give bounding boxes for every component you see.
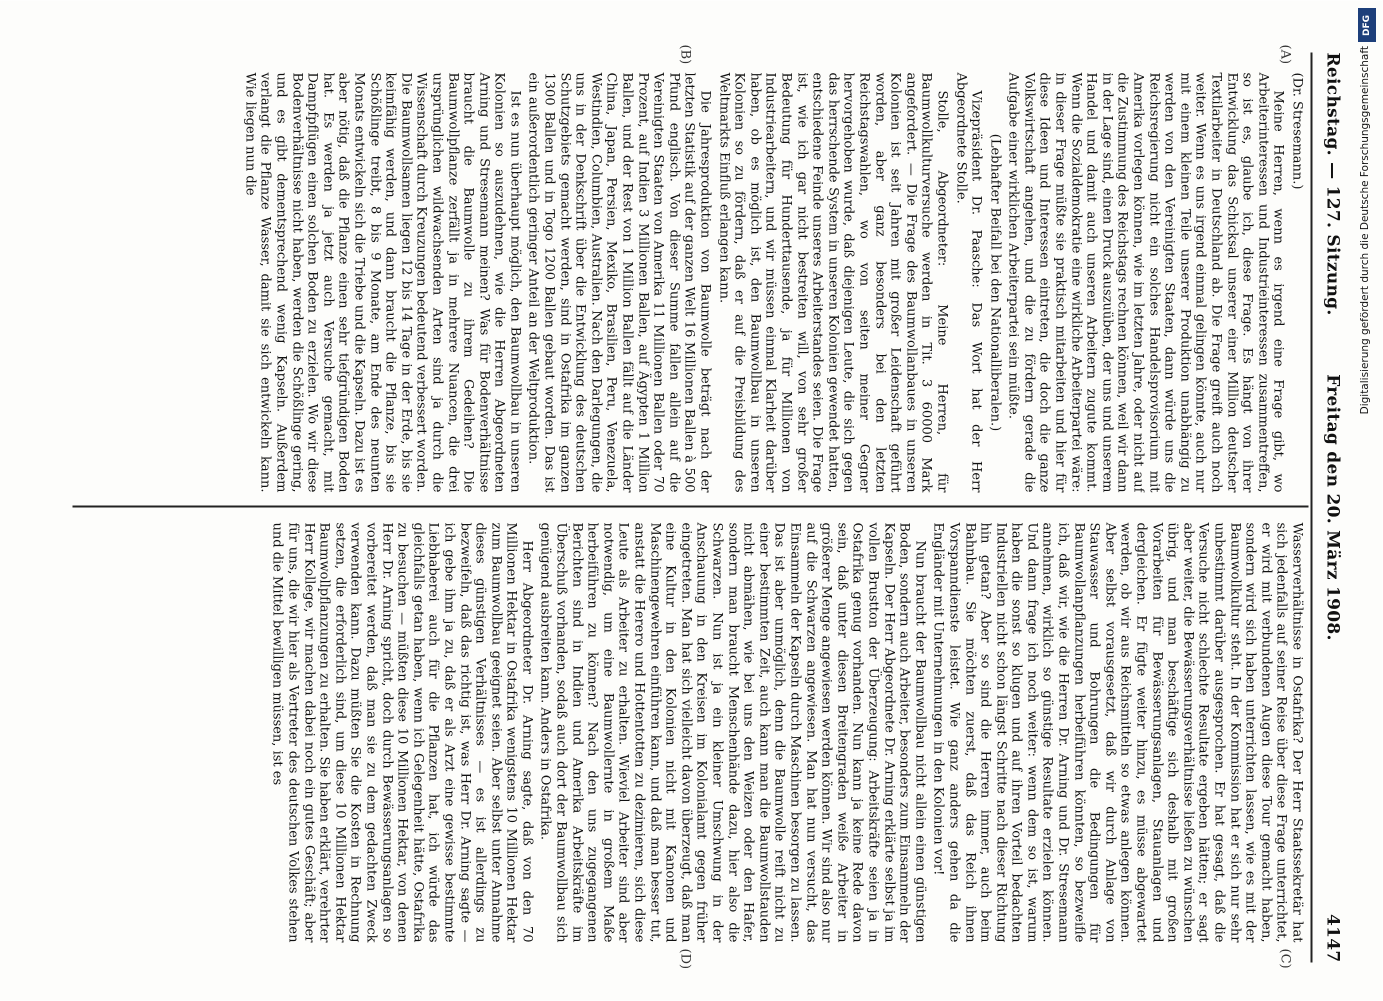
- applause-note: (Lebhafter Beifall bei den Nationalliberalen.): [987, 133, 1003, 432]
- left-column: [75, 73, 1305, 493]
- paragraph: Vizepräsident Dr. Paasche: Das Wort hat der Herr Abgeordnete Stolle.: [953, 72, 984, 493]
- paragraph: Die Jahresproduktion von Baumwolle beträgt nach der letzten Statistik auf der ganzen Welt 16 Millionen Ballen à 500 Pfund englisch. Von dieser Summe fallen allein auf die Vereinigten Staaten von Amerika 11 Millionen Ballen oder 70 Prozent, auf Indien 3 Millionen Ballen, auf Ägypten 1 Million Ballen, und der Rest von 1 Million Ballen fällt auf die Länder China, Japan, Persien, Mexiko, Brasilien, Peru, Venezuela, Westindien, Columbien, Australien. Nach den Darlegungen, die uns in der Denkschrift über die Entwicklung des deutschen Schutzgebiets gemacht werden, sind in Ostafrika im ganzen 1300 Ballen und in Togo 1200 Ballen gebaut worden. Das ist ein außerordentlich geringer Anteil an der Weltproduktion.: [526, 72, 713, 493]
- margin-mark-a: (A): [1277, 44, 1293, 65]
- dfg-logo: DFG: [1358, 8, 1376, 42]
- page-header: [1317, 53, 1343, 963]
- margin-mark-d: (D): [677, 948, 693, 970]
- margin-mark-b: (B): [677, 44, 693, 65]
- paragraph: Ist es nun überhaupt möglich, den Baumwollbau in unseren Kolonien so auszudehnen, wie die Herren Abgeordneten Arning und Stresemann meinen? Was für Bodenverhältnisse braucht die Baumwolle zu ihrem Gedeihen? Die Baumwollpflanze zerfällt ja in mehrere Nuancen, die drei ursprünglichen wildwachsenden Arten sind ja durch die Wissenschaft durch Kreuzungen bedeutend verbessert worden. Die Baumwollsamen liegen 12 bis 14 Tage in der Erde, bis sie keimfähig werden, und dann braucht die Pflanze, bis sie Schößlinge treibt, 8 bis 9 Monate, am Ende des neunten Monats entwickeln sich die Triebe und die Kapseln. Dazu ist es aber nötig, daß die Pflanze einen sehr tiefgründigen Boden hat. Es werden ja jetzt auch Versuche gemacht, mit Dampfpflügen einen solchen Boden zu erzielen. Wo wir diese Bodenverhältnisse nicht haben, werden die Schößlinge gering, und es gibt dementsprechend wenig Kapseln. Außerdem verlangt die Pflanze Wasser, damit sie sich entwickeln kann. Wie liegen nun die: [242, 72, 523, 493]
- paragraph: Nun braucht der Baumwollbau nicht allein einen günstigen Boden, sondern auch Arbeiter, besonders zum Einsammeln der Kapseln. Der Herr Abgeordnete Dr. Arning erklärte selbst ja im vollen Brustton der Überzeugung: Arbeitskräfte seien ja in Ostafrika genug vorhanden. Nun kann ja keine Rede davon sein, daß unter diesen Breitengraden weiße Arbeiter in größerer Menge angewiesen werden können. Wir sind also nur auf die Schwarzen angewiesen. Man hat nun versucht, das Einsammeln der Kapseln durch Maschinen besorgen zu lassen. Das ist aber unmöglich, denn die Baumwolle reift nicht zu einer bestimmten Zeit, auch kann man die Baumwollstauden nicht abmähen, wie bei uns den Weizen oder den Hafer, sondern man braucht Menschenhände dazu, hier also die Schwarzen. Nun ist ja ein kleiner Umschwung in der Anschauung in den Kreisen im Kolonialamt gegen früher eingetreten. Man hat sich vielleicht davon überzeugt, daß man eine Kultur in den Kolonien nicht mit Kanonen und Maschinengewehren einführen kann, und daß man besser tut, anstatt die Herero und Hottentotten zu dezimieren, sich diese Leute als Arbeiter zu erhalten. Wieviel Arbeiter sind aber notwendig, um eine Baumwollernte in großem Maße herbeiführen zu können? Nach den uns zugegangenen Berichten sind in Indien und Amerika Arbeitskräfte im Überschuß vorhanden, sodaß auch dort der Baumwollbau sich genügend ausbreiten kann. Anders in Ostafrika.: [538, 522, 928, 943]
- right-column: [75, 523, 1305, 943]
- paragraph: Herr Abgeordneter Dr. Arning sagte, daß von den 70 Millionen Hektar in Ostafrika wenigstens 10 Millionen Hektar zum Baumwollbau geeignet seien. Aber selbst unter Annahme dieses günstigen Verhältnisses — es ist allerdings zu bezweifeln, daß das richtig ist, was Herr Dr. Arning sagte — ich gebe ihm ja zu, daß er als Arzt eine gewisse bestimmte Liebhaberei auch für die Pflanzen hat, ich würde das gleichfalls getan haben, wenn ich Gelegenheit hätte, Ostafrika zu besuchen — müßten diese 10 Millionen Hektar, von denen Herr Dr. Arning spricht, doch durch Bewässerungsanlagen so vorbereitet werden, daß man sie zu dem gedachten Zweck verwenden kann. Dazu müßten Sie die Kosten in Rechnung setzen, die erforderlich sind, um diese 10 Millionen Hektar Baumwollpflanzungen zu erhalten. Sie haben erklärt, verehrter Herr Kollege, wir machen dabei noch ein gutes Geschäft; aber für uns, die wir hier als Vertreter des deutschen Volkes stehen und die Mittel bewilligen müssen, ist es: [269, 522, 535, 943]
- document-page: [0, 1, 1383, 1001]
- paragraph: Meine Herren, wenn es irgend eine Frage gibt, wo Arbeiterinteressen und Industrieinteressen zusammentreffen, so ist es, glaube ich, diese Frage. Es hängt von ihrer Entwicklung das Schicksal unserer einer Million deutscher Textilarbeiter in Deutschland ab. Die Frage greift auch noch weiter. Wenn es uns irgend einmal gelingen könnte, auch nur mit einem kleinen Teile unserer Produktion unabhängig zu werden von den Vereinigten Staaten, dann würde uns die Reichsregierung nicht ein solches Handelsprovisorium mit Amerika vorlegen können, wie im letzten Jahre, oder nicht auf die Zustimmung des Reichstags rechnen können, weil wir dann in der Lage sind, einen Druck auszuüben, der uns und unserem Handel und damit auch unseren Arbeitern zugute kommt. Wenn die Sozialdemokratie eine wirkliche Arbeiterpartei wäre: in dieser Frage müßte sie praktisch mitarbeiten und hier für diese Ideen und Interessen eintreten, die doch die ganze Volkswirtschaft angehen, und die zu fördern gerade die Aufgabe einer wirklichen Arbeiterpartei sein müßte.: [1005, 72, 1286, 493]
- header-date: Freitag den 20. März 1908.: [1322, 374, 1343, 641]
- margin-mark-c: (C): [1277, 948, 1293, 969]
- credit-text: Digitalisierung gefördert durch die Deutsche Forschungsgemeinschaft: [1359, 46, 1371, 415]
- header-rule: [1311, 53, 1313, 963]
- digitization-credit: [1358, 8, 1376, 983]
- paragraph: Stolle, Abgeordneter: Meine Herren, für Baumwollkulturversuche werden in Tit. 3 60000 Mark angefordert. — Die Frage des Baumwollanbaues in unseren Kolonien ist seit Jahren mit großer Leidenschaft geführt worden, aber ganz besonders bei den letzten Reichstagswahlen, wo von seiten meiner Gegner hervorgehoben wurde, daß diejenigen Leute, die sich gegen das herrschende System in unseren Kolonien gewendet hatten, entschiedene Feinde unseres Arbeiterstandes seien. Die Frage ist, wie ich gar nicht bestreiten will, von sehr großer Bedeutung für Hunderttausende, ja für Millionen von Industriearbeitern, und wir müssen einmal Klarheit darüber haben, ob es möglich ist, den Baumwollbau in unseren Kolonien so zu fördern, daß er auf die Preisbildung des Weltmarkts Einfluß erlangen kann.: [716, 72, 950, 493]
- column-divider: [73, 506, 1309, 508]
- speaker-prefix: (Dr. Stresemann.): [1289, 72, 1305, 190]
- header-session: Reichstag. — 127. Sitzung.: [1322, 52, 1343, 316]
- paragraph: Wasserverhältnisse in Ostafrika? Der Herr Staatssekretär hat sich jedenfalls auf seiner Reise über diese Frage unterrichtet, er wird mit verbundenen Augen diese Tour gemacht haben, sondern wird sich haben unterrichten lassen, wie es mit der Baumwollkultur steht. In der Kommission hat er sich nur sehr unbestimmt darüber ausgesprochen. Er hat gesagt, daß die Versuche nicht schlechte Resultate ergeben hätten; er sagt aber weiter, die Bewässerungsverhältnisse ließen zu wünschen übrig, und man beschäftige sich deshalb mit großen Vorarbeiten für Bewässerungsanlagen, Stauanlagen und dergleichen. Er fügte weiter hinzu, es müsse abgewartet werden, ob wir aus Reichsmitteln so etwas anlegen können. Aber selbst vorausgesetzt, daß wir durch Anlage von Stauwasser und Bohrungen die Bedingungen für Baumwollanpflanzungen herbeiführen könnten, so bezweifle ich, daß wir, wie die Herren Dr. Arning und Dr. Stresemann annehmen, wirklich so günstige Resultate erzielen können. Und dann frage ich noch weiter: wenn dem so ist, warum haben die sonst so klugen und auf ihren Vorteil bedachten Industriellen nicht schon längst Schritte nach dieser Richtung hin getan? Aber so sind die Herren immer, auch beim Bahnbau. Sie möchten zuerst, daß das Reich ihnen Vorspanndienste leistet. Wie ganz anders gehen da die Engländer mit Unternehmungen in den Kolonien vor!: [930, 522, 1305, 943]
- page-number: 4147: [1322, 913, 1343, 963]
